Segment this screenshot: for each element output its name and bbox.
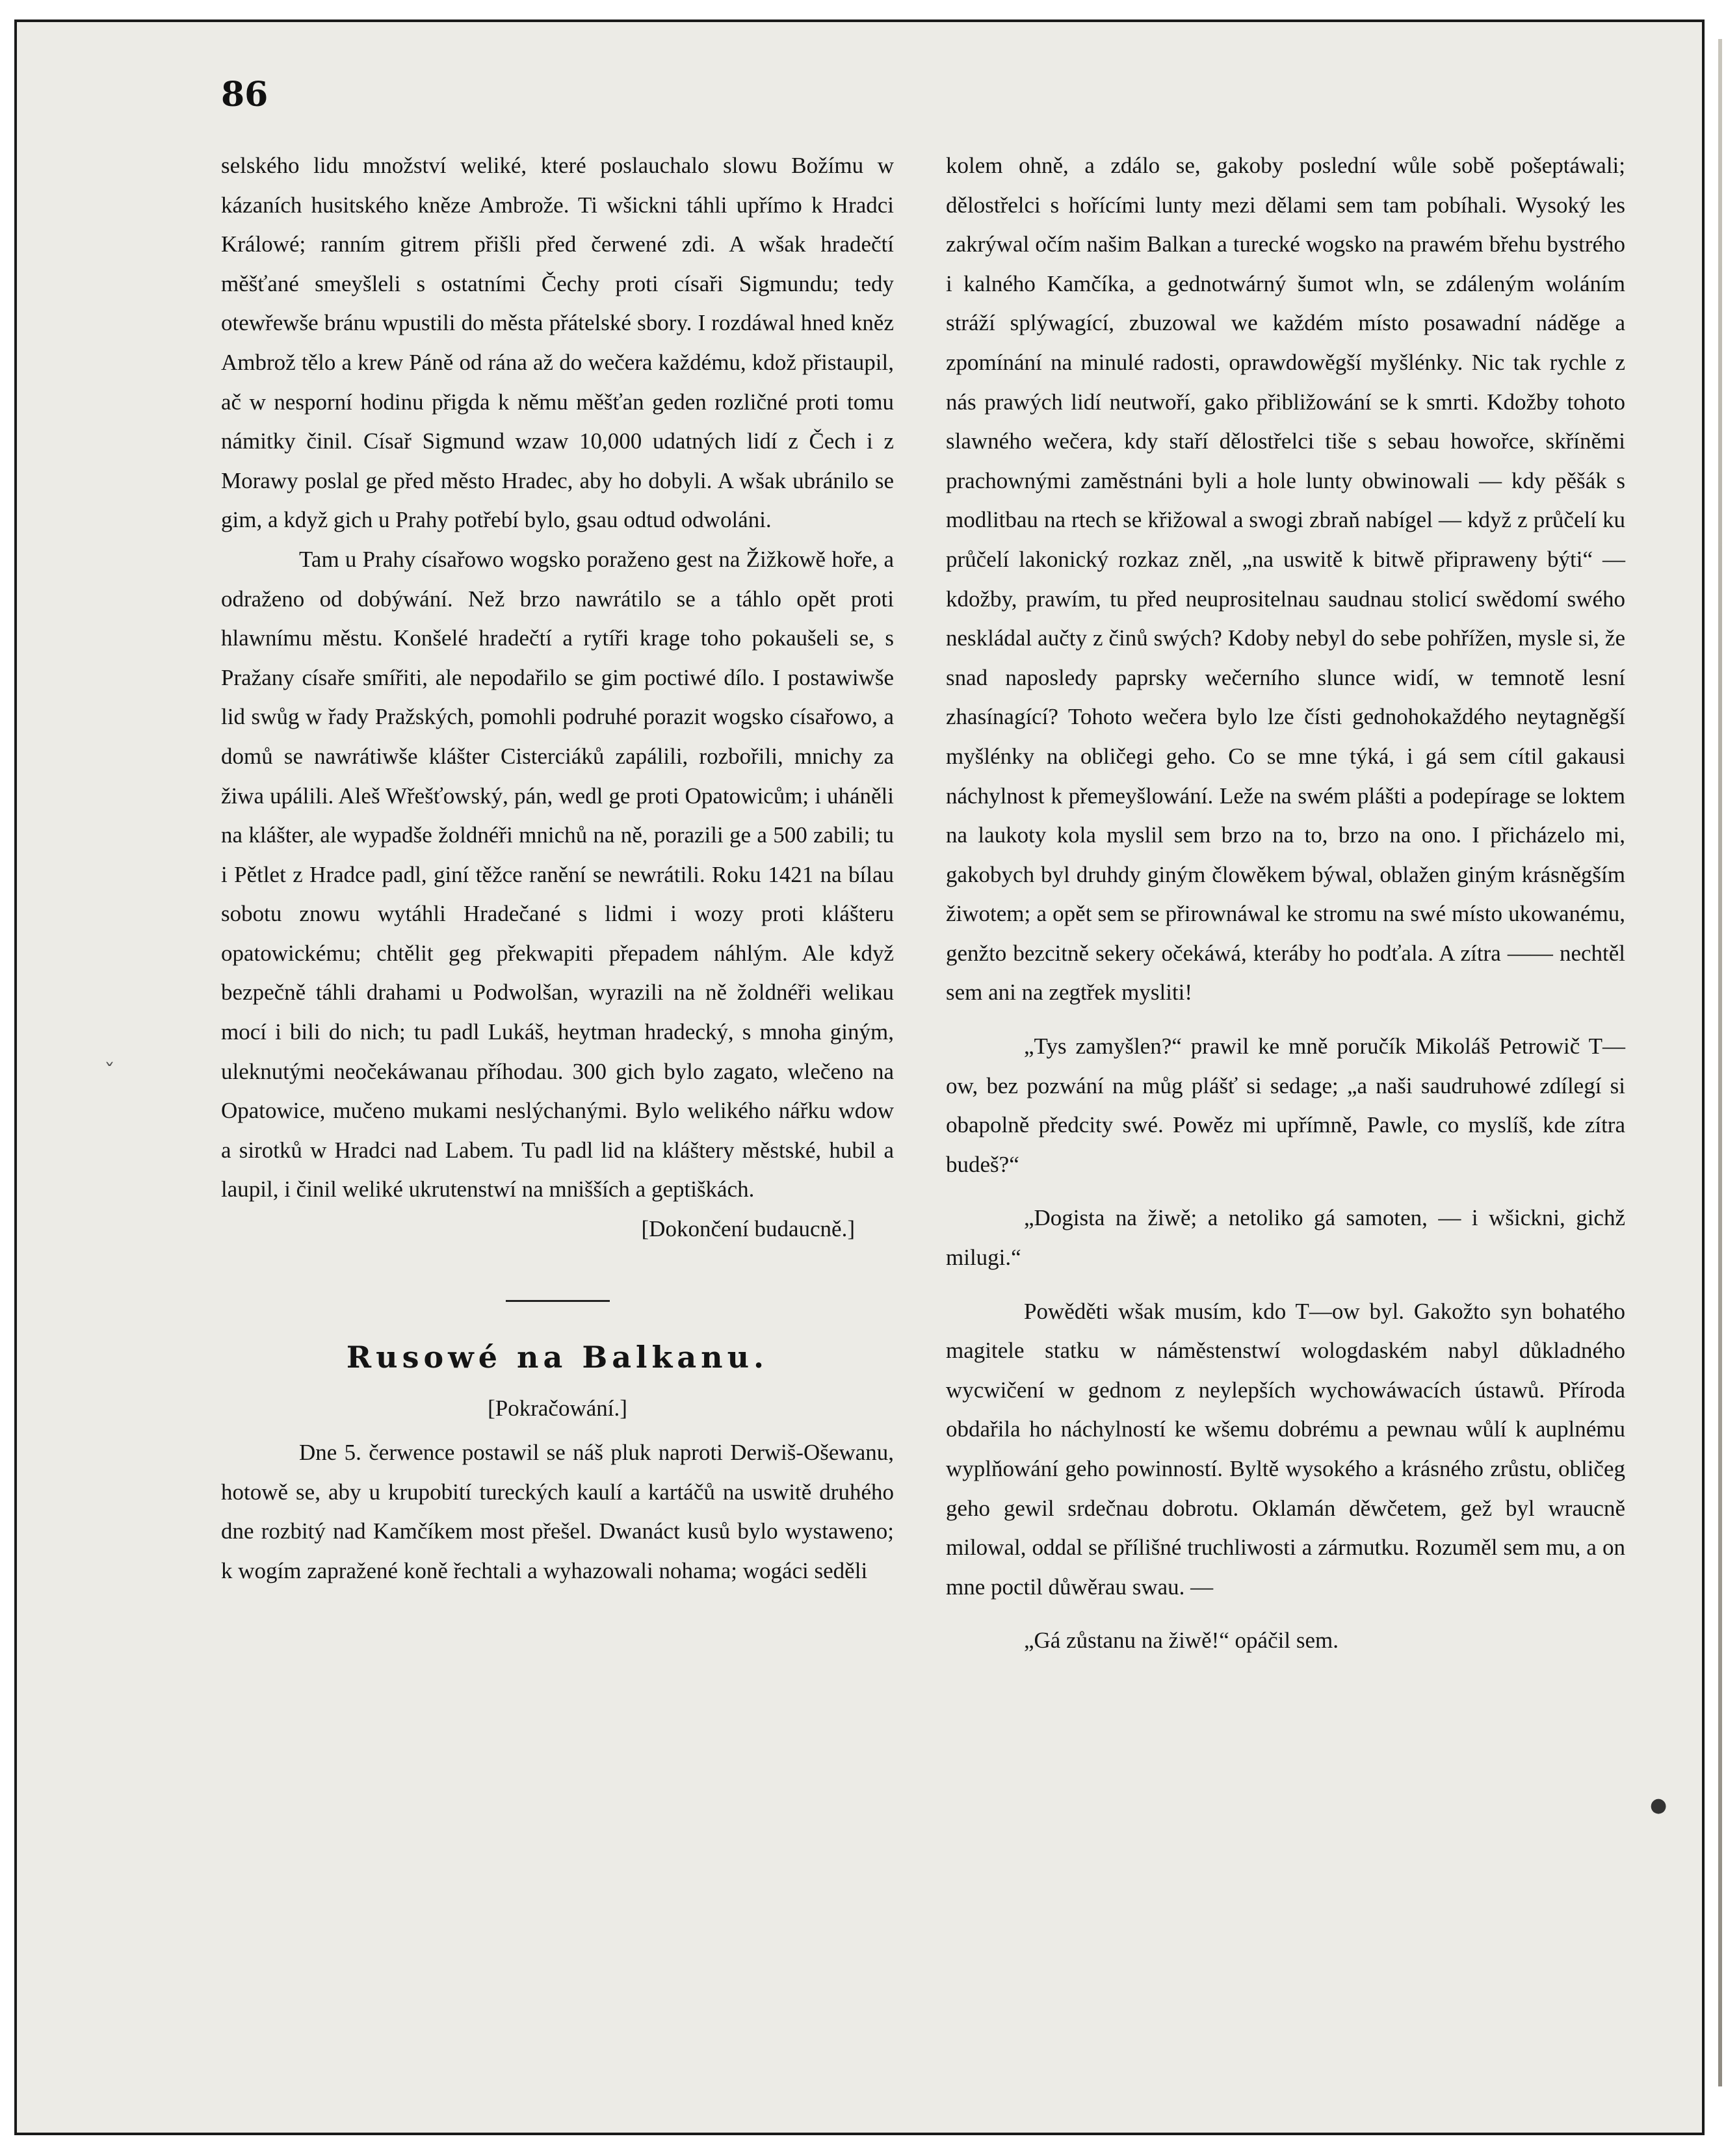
margin-bullet-icon: ● [1650,1794,1667,1817]
paragraph-dialogue-1: „Tys zamyšlen?“ prawil ke mně poručík Mikoláš Petrowič T—ow, bez pozwání na můg plášť si sedage; „a naši saudruhowé zdílegí si obapolně předcity swé. Powěz mi upřímně, Pawle, co myslíš, kde zítra budeš?“ [946,1033,1625,1177]
paragraph-balkan-1: Dne 5. čerwence postawil se náš pluk naproti Derwiš-Ošewanu, hotowě se, aby u krupobití tureckých kaulí a kartáčů na uswitě druhého dne rozbitý nad Kamčíkem most přešel. Dwanáct kusů bylo wystaweno; k wogím zapražené koně řechtali a wyhazowali nohama; wogáci seděli [221,1440,894,1583]
paragraph-dialogue-2: „Dogista na žiwě; a netoliko gá samoten, — i wšickni, gichž milugi.“ [946,1205,1625,1271]
section-divider [506,1300,610,1302]
continuation-label: [Pokračowání.] [488,1395,627,1421]
paragraph-hradec-1: selského lidu množství weliké, které poslauchalo slowu Božímu w kázaních husitského kněze Ambrože. Ti wšickni táhli upřímo k Hradci Králowé; ranním gitrem přišli před čerwené zdi. A wšak hradečtí měšťané smeyšleli s ostatními Čechy proti císaři Sigmundu; tedy otewřewše bránu wpustili do města přátelské sbory. I rozdáwal hned kněz Ambrož tělo a krew Páně od rána až do wečera každému, kdož přistaupil, ač w nesporní hodinu přigda k němu měšťan geden rozličné proti tomu námitky činil. Císař Sigmund wzaw 10,000 udatných lidí z Čech i z Morawy poslal ge před město Hradec, aby ho dobyli. A wšak ubránilo se gim, a když gich u Prahy potřebí bylo, gsau odtud odwoláni. [221,153,894,533]
paragraph-balkan-2: kolem ohně, a zdálo se, gakoby poslední wůle sobě pošeptáwali; dělostřelci s hořícími lunty mezi dělami sem tam pobíhali. Wysoký les zakrýwal očím našim Balkan a turecké wogsko na prawém břehu bystrého i kalného Kamčíka, a gednotwárný šumot wln, se zdáleným woláním stráží splýwagící, zbuzowal we každém místo posawadní náděge a zpomínání na minulé radosti, oprawdowěgší myšlénky. Nic tak rychle z nás prawých lidí neutwoří, gako přibližowání se k smrti. Kdožby tohoto slawného wečera, kdy staří dělostřelci tiše s sebau howořce, skříněmi prachownými zaměstnáni byli a hole lunty obwinowali — kdy pěšák s modlitbau na rtech se křižowal a swogi zbraň nabígel — když z průčelí ku průčelí lakonický rozkaz zněl, „na uswitě k bitwě připraweny býti“ — kdožby, prawím, tu před neuprositelnau saudnau stolicí swědomí swého neskládal aučty z činů swých? Kdoby nebyl do sebe pohřížen, mysle si, že snad naposledy paprsky wečerního slunce widí, w temnotě lesní zhasínagící? Tohoto wečera bylo lze čísti gednohokaždého neytagněgší myšlénky na obličegi geho. Co se mne týká, i gá sem cítil gakausi náchylnost k přemeyšlowání. Leže na swém plášti a podepírage se loktem na laukoty kola myslil sem brzo na to, brzo na ono. I přicházelo mi, gakobych byl druhdy giným člowěkem býwal, oblažen giným krásněgším žiwotem; a opět sem se přirownáwal ke stromu na swé místo ukowanému, genžto bezcitně sekery očekáwá, kteráby ho podťala. A zítra —— nechtěl sem ani na zegtřek mysliti! [946,153,1625,1006]
paragraph-dialogue-3: „Gá zůstanu na žiwě!“ opáčil sem. [1024,1628,1339,1654]
paragraph-tow: Powěděti wšak musím, kdo T—ow byl. Gakožto syn bohatého magitele statku w náměstenstwí wologdaském nabyl důkladného wycwičení w gednom z neylepších wychowáwacích ústawů. Příroda obdařila ho náchylností ke wšemu dobrému a pewnau wůlí k auplnému wyplňowání geho powinností. Byltě wysokého a krásného zrůstu, obličeg geho gewil srdečnau dobrotu. Oklamán děwčetem, gež byl wraucně milowal, oddal se přílišné truchliwosti a zármutku. Rozuměl sem mu, a on mne poctil důwěrau swau. — [946,1298,1625,1600]
left-column [221,146,894,1591]
continued-note: [Dokončení budaucně.] [641,1216,855,1242]
right-column [946,146,1625,1661]
article-title: Rusowé na Balkanu. [346,1339,769,1375]
paragraph-hradec-2: Tam u Prahy císařowo wogsko poraženo gest na Žižkowě hoře, a odraženo od dobýwání. Než brzo nawrátilo se a táhlo opět proti hlawnímu městu. Konšelé hradečtí a rytíři krage toho pokaušeli se, s Pražany císaře smířiti, ale nepodařilo se gim poctiwé dílo. I postawiwše lid swůg w řady Pražských, pomohli podruhé porazit wogsko císařowo, a domů se nawrátiwše klášter Cisterciáků zapálili, rozbořili, mnichy za žiwa upálili. Aleš Wřešťowský, pán, wedl ge proti Opatowicům; i uháněli na klášter, ale wypadše žoldnéři mnichů na ně, porazili ge a 500 zabili; tu i Pětlet z Hradce padl, giní těžce ranění se newrátili. Roku 1421 na bílau sobotu znowu wytáhli Hradečané s lidmi i wozy proti klášteru opatowickému; chtělit geg překwapiti přepadem náhlým. Ale když bezpečně táhli drahami u Podwolšan, wyrazili na ně žoldnéři welikau mocí i bili do nich; tu padl Lukáš, heytman hradecký, s mnoha giným, uleknutými neočekáwanau příhodau. 300 gich bylo zagato, wlečeno na Opatowice, mučeno mukami neslýchanými. Bylo welikého nářku wdow a sirotků w Hradci nad Labem. Tu padl lid na kláštery městské, hubil a laupil, i činil weliké ukrutenstwí na mnišších a geptiškách. [221,546,894,1202]
page-edge-shadow [1718,39,1722,2086]
margin-mark: ˇ [104,1059,115,1085]
page-number: 86 [221,75,268,114]
